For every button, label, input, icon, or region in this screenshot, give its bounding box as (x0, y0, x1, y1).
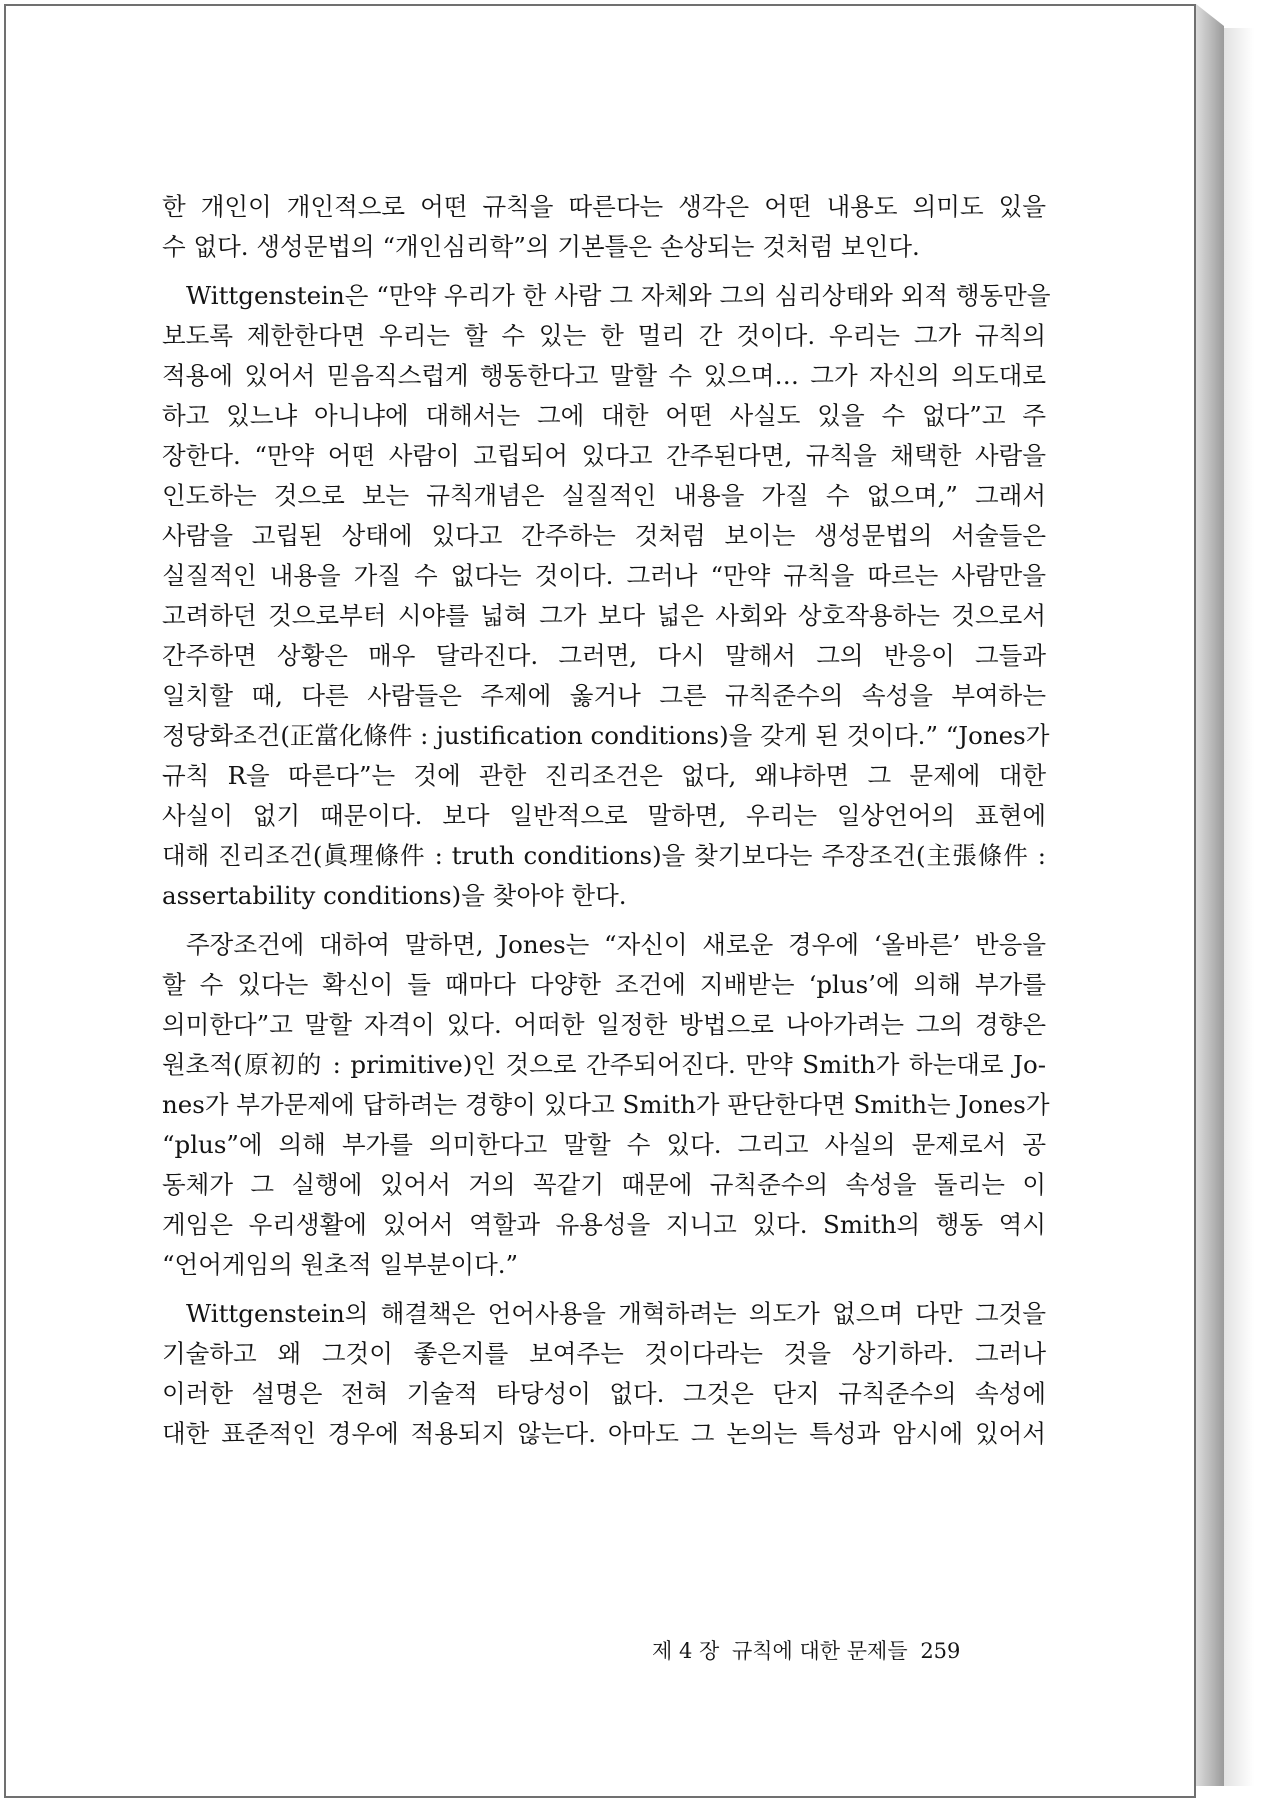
book-spine-edge (1196, 4, 1224, 1786)
text-line: 규칙 R을 따른다”는 것에 관한 진리조건은 없다, 왜냐하면 그 문제에 대한 (162, 761, 1046, 790)
text-line: 장한다. “만약 어떤 사람이 고립되어 있다고 간주된다면, 규칙을 채택한 사람을 (162, 441, 1046, 470)
footer-title: 규칙에 대한 문제들 (731, 1639, 908, 1663)
text-line: 보도록 제한한다면 우리는 할 수 있는 한 멀리 간 것이다. 우리는 그가 규칙의 (162, 321, 1046, 350)
text-line: 대해 진리조건(眞理條件 : truth conditions)을 찾기보다는 주장조건(主張條件 : (162, 841, 1046, 870)
text-line: 동체가 그 실행에 있어서 거의 꼭같기 때문에 규칙준수의 속성을 돌리는 이 (162, 1170, 1046, 1199)
text-line: 간주하면 상황은 매우 달라진다. 그러면, 다시 말해서 그의 반응이 그들과 (162, 641, 1046, 670)
text-line: 대한 표준적인 경우에 적용되지 않는다. 아마도 그 논의는 특성과 암시에 있어서 (162, 1419, 1046, 1448)
text-line: 사람을 고립된 상태에 있다고 간주하는 것처럼 보이는 생성문법의 서술들은 (162, 521, 1046, 550)
text-line: “언어게임의 원초적 일부분이다.” (162, 1250, 519, 1279)
text-line: 할 수 있다는 확신이 들 때마다 다양한 조건에 지배받는 ‘plus’에 의해 부가를 (162, 970, 1046, 999)
text-line: 주장조건에 대하여 말하면, Jones는 “자신이 새로운 경우에 ‘올바른’ 반응을 (186, 930, 1046, 959)
text-line: nes가 부가문제에 답하려는 경향이 있다고 Smith가 판단한다면 Smith는 Jones가 (162, 1090, 1050, 1119)
text-line: 인도하는 것으로 보는 규칙개념은 실질적인 내용을 가질 수 없으며,” 그래서 (162, 481, 1046, 510)
text-line: 이러한 설명은 전혀 기술적 타당성이 없다. 그것은 단지 규칙준수의 속성에 (162, 1379, 1046, 1408)
text-line: 실질적인 내용을 가질 수 없다는 것이다. 그러나 “만약 규칙을 따르는 사람만을 (162, 561, 1046, 590)
text-line: assertability conditions)을 찾아야 한다. (162, 881, 627, 910)
footer-chapter: 제 4 장 (652, 1639, 720, 1663)
text-line: 사실이 없기 때문이다. 보다 일반적으로 말하면, 우리는 일상언어의 표현에 (162, 801, 1046, 830)
text-line: 적용에 있어서 믿음직스럽게 행동한다고 말할 수 있으며… 그가 자신의 의도대로 (162, 361, 1046, 390)
page-number: 259 (920, 1639, 961, 1663)
page-shadow (1224, 28, 1254, 1786)
text-line: 고려하던 것으로부터 시야를 넓혀 그가 보다 넓은 사회와 상호작용하는 것으로서 (162, 601, 1046, 630)
running-footer (652, 1635, 1032, 1665)
text-line: “plus”에 의해 부가를 의미한다고 말할 수 있다. 그리고 사실의 문제로서 공 (162, 1130, 1046, 1159)
text-line: 일치할 때, 다른 사람들은 주제에 옳거나 그른 규칙준수의 속성을 부여하는 (162, 681, 1046, 710)
text-line: Wittgenstein은 “만약 우리가 한 사람 그 자체와 그의 심리상태와 외적 행동만을 (186, 281, 1051, 310)
text-line: 하고 있느냐 아니냐에 대해서는 그에 대한 어떤 사실도 있을 수 없다”고 주 (162, 401, 1046, 430)
text-line: 기술하고 왜 그것이 좋은지를 보여주는 것이다라는 것을 상기하라. 그러나 (162, 1339, 1046, 1368)
text-line: 한 개인이 개인적으로 어떤 규칙을 따른다는 생각은 어떤 내용도 의미도 있을 (162, 192, 1046, 221)
text-line: 의미한다”고 말할 자격이 있다. 어떠한 일정한 방법으로 나아가려는 그의 경향은 (162, 1010, 1046, 1039)
text-line: 수 없다. 생성문법의 “개인심리학”의 기본틀은 손상되는 것처럼 보인다. (162, 232, 920, 261)
text-line: Wittgenstein의 해결책은 언어사용을 개혁하려는 의도가 없으며 다만 그것을 (186, 1299, 1046, 1328)
text-line: 게임은 우리생활에 있어서 역할과 유용성을 지니고 있다. Smith의 행동 역시 (162, 1210, 1046, 1239)
body-text (162, 187, 1051, 1454)
text-line: 원초적(原初的 : primitive)인 것으로 간주되어진다. 만약 Smith가 하는대로 Jo- (162, 1050, 1046, 1079)
text-line: 정당화조건(正當化條件 : justification conditions)을 갖게 된 것이다.” “Jones가 (162, 721, 1050, 750)
